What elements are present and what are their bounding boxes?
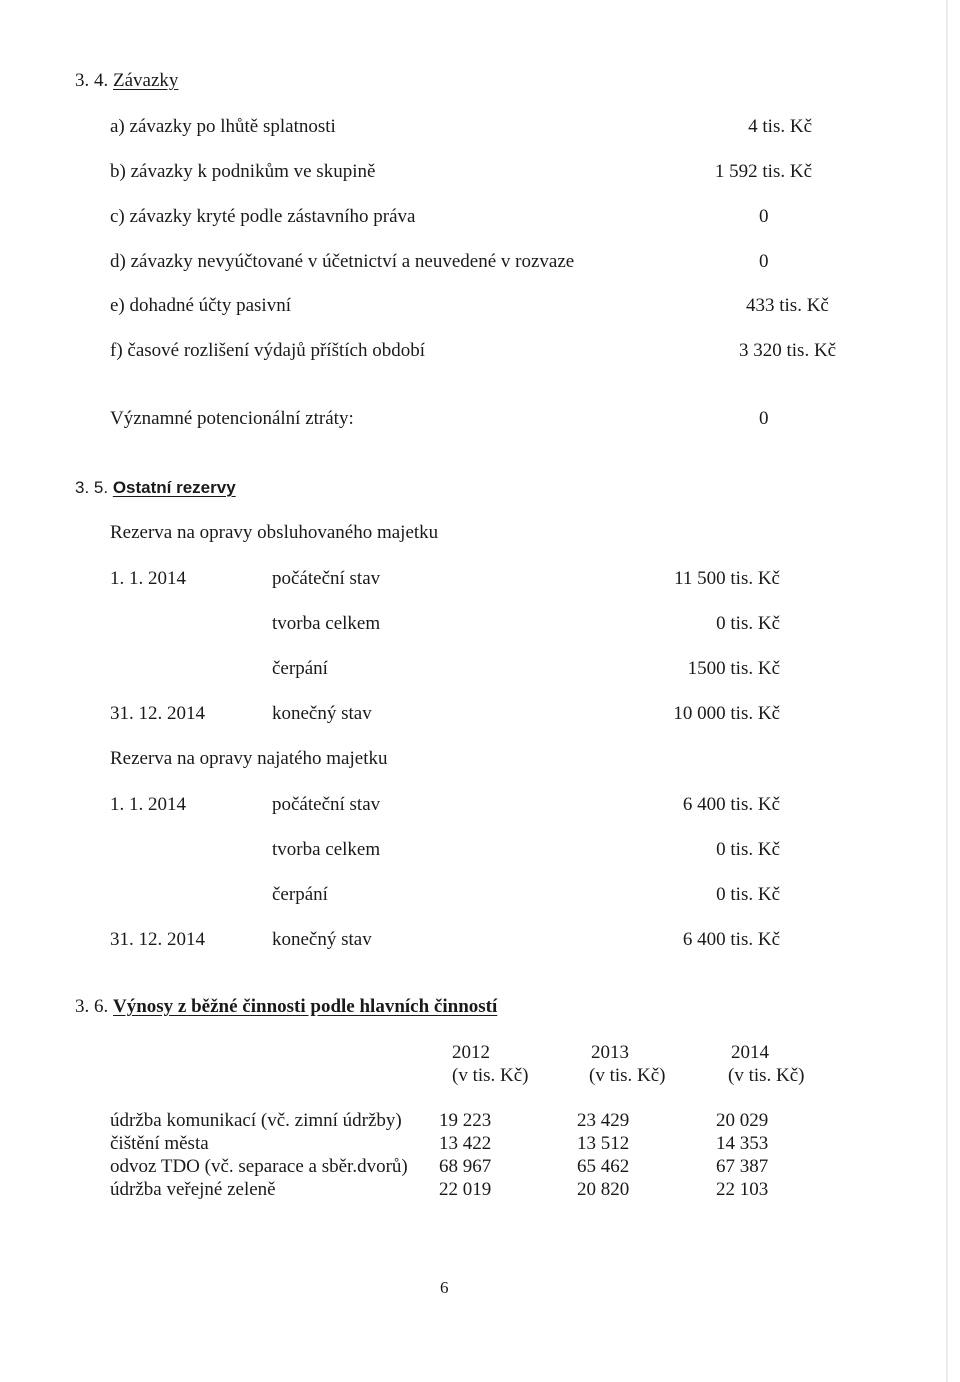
revenue-row-4-2014: 22 103: [716, 1179, 769, 1200]
reserve-1-label-end: konečný stav: [272, 703, 372, 724]
revenue-row-2-label: čištění města: [110, 1133, 209, 1154]
revenue-row-3-label: odvoz TDO (vč. separace a sběr.dvorů): [110, 1156, 408, 1177]
column-year-2013: 2013: [591, 1042, 629, 1063]
revenue-row-1-2013: 23 429: [577, 1110, 630, 1131]
liability-label-e: e) dohadné účty pasivní: [110, 295, 291, 316]
section-36-title: Výnosy z běžné činnosti podle hlavních činností: [113, 996, 498, 1017]
revenue-row-4-2012: 22 019: [439, 1179, 492, 1200]
potential-losses-label: Významné potencionální ztráty:: [110, 408, 354, 429]
reserve-2-label-start: počáteční stav: [272, 794, 381, 815]
liability-label-a: a) závazky po lhůtě splatnosti: [110, 116, 336, 137]
column-unit-2013: (v tis. Kč): [589, 1065, 666, 1086]
reserve-1-date-end: 31. 12. 2014: [110, 703, 205, 724]
column-year-2014: 2014: [731, 1042, 769, 1063]
scan-edge: [946, 0, 948, 1382]
section-35-heading: [75, 479, 236, 496]
page-number: 6: [440, 1278, 449, 1297]
liability-value-a: 4 tis. Kč: [748, 116, 812, 137]
revenue-row-1-2014: 20 029: [716, 1110, 769, 1131]
reserve-1-label-usage: čerpání: [272, 658, 328, 679]
section-36-heading: [75, 997, 497, 1016]
liability-label-d: d) závazky nevyúčtované v účetnictví a neuvedené v rozvaze: [110, 251, 575, 272]
reserve-2-value-creation: 0 tis. Kč: [716, 839, 780, 860]
revenue-row-1-label: údržba komunikací (vč. zimní údržby): [110, 1110, 402, 1131]
column-year-2012: 2012: [452, 1042, 490, 1063]
reserve-2-label-creation: tvorba celkem: [272, 839, 381, 860]
reserve-1-value-usage: 1500 tis. Kč: [687, 658, 780, 679]
revenue-row-2-2013: 13 512: [577, 1133, 630, 1154]
potential-losses-value: 0: [759, 408, 769, 429]
liability-label-c: c) závazky kryté podle zástavního práva: [110, 206, 416, 227]
reserve-1-value-start: 11 500 tis. Kč: [674, 568, 780, 589]
liability-value-d: 0: [759, 251, 769, 272]
section-36-number: 3. 6.: [75, 996, 109, 1017]
reserve-2-value-start: 6 400 tis. Kč: [682, 794, 780, 815]
revenue-row-3-2013: 65 462: [577, 1156, 630, 1177]
reserve-2-title: Rezerva na opravy najatého majetku: [110, 748, 388, 769]
section-34-heading: [75, 71, 178, 90]
liability-value-e: 433 tis. Kč: [746, 295, 829, 316]
liability-value-f: 3 320 tis. Kč: [739, 340, 837, 361]
revenue-row-2-2014: 14 353: [716, 1133, 769, 1154]
liability-label-f: f) časové rozlišení výdajů příštích období: [110, 340, 426, 361]
liability-value-c: 0: [759, 206, 769, 227]
reserve-1-label-creation: tvorba celkem: [272, 613, 381, 634]
reserve-1-label-start: počáteční stav: [272, 568, 381, 589]
reserve-2-date-end: 31. 12. 2014: [110, 929, 205, 950]
column-unit-2012: (v tis. Kč): [452, 1065, 529, 1086]
section-34-number: 3. 4.: [75, 70, 109, 91]
reserve-2-value-usage: 0 tis. Kč: [716, 884, 780, 905]
revenue-row-3-2014: 67 387: [716, 1156, 769, 1177]
revenue-row-4-2013: 20 820: [577, 1179, 630, 1200]
reserve-1-title: Rezerva na opravy obsluhovaného majetku: [110, 522, 439, 543]
section-34-title: Závazky: [113, 70, 179, 91]
reserve-2-label-usage: čerpání: [272, 884, 328, 905]
reserve-2-date-start: 1. 1. 2014: [110, 794, 186, 815]
liability-label-b: b) závazky k podnikům ve skupině: [110, 161, 376, 182]
liability-value-b: 1 592 tis. Kč: [714, 161, 812, 182]
revenue-row-2-2012: 13 422: [439, 1133, 492, 1154]
reserve-1-value-end: 10 000 tis. Kč: [673, 703, 780, 724]
revenue-row-3-2012: 68 967: [439, 1156, 492, 1177]
section-35-number: 3. 5.: [75, 478, 109, 497]
section-35-title: Ostatní rezervy: [112, 478, 236, 497]
reserve-2-label-end: konečný stav: [272, 929, 372, 950]
revenue-row-1-2012: 19 223: [439, 1110, 492, 1131]
column-unit-2014: (v tis. Kč): [728, 1065, 805, 1086]
reserve-1-value-creation: 0 tis. Kč: [716, 613, 780, 634]
reserve-1-date-start: 1. 1. 2014: [110, 568, 186, 589]
reserve-2-value-end: 6 400 tis. Kč: [682, 929, 780, 950]
revenue-row-4-label: údržba veřejné zeleně: [110, 1179, 276, 1200]
